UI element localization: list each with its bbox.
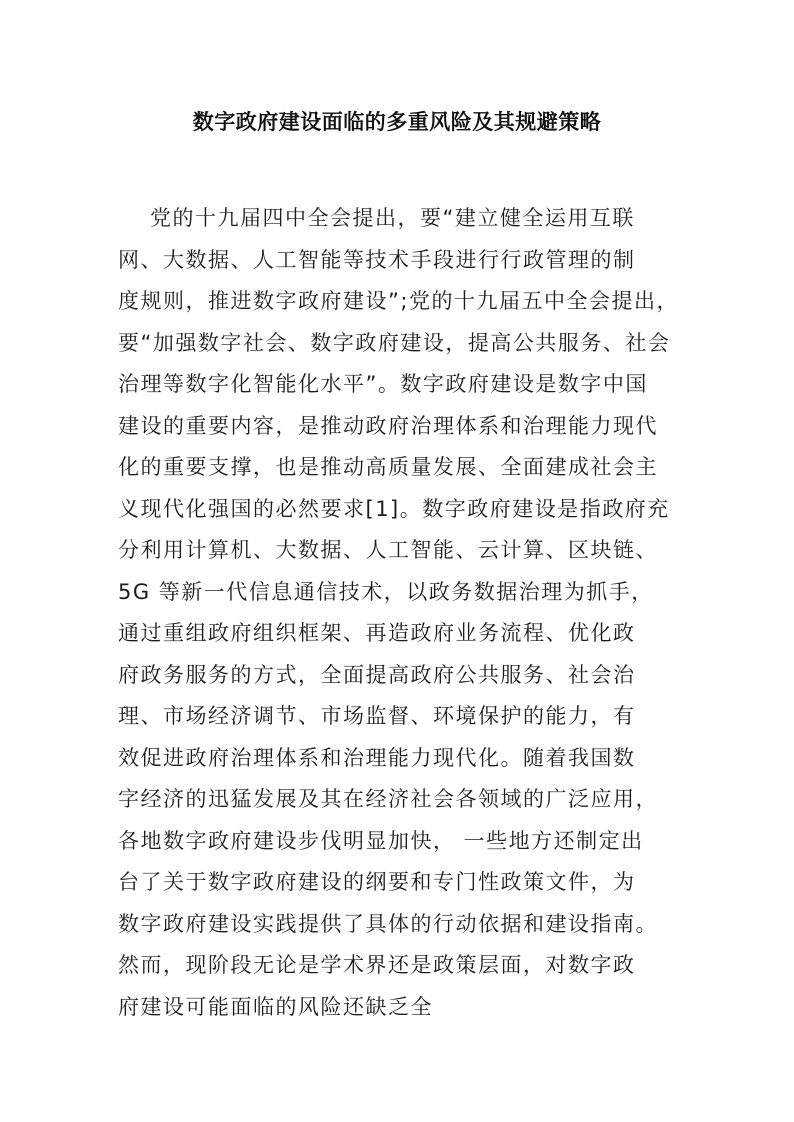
- document-body: [118, 198, 698, 1028]
- body-line: 各地数字政府建设步伐明显加快， 一些地方还制定出: [118, 828, 644, 853]
- body-line: 效促进政府治理体系和治理能力现代化。随着我国数: [118, 745, 636, 770]
- body-line: 治理等数字化智能化水平”。数字政府建设是数字中国: [118, 372, 648, 396]
- body-line: 数字政府建设实践提供了具体的行动依据和建设指南。: [118, 911, 658, 936]
- body-line: 通过重组政府组织框架、再造政府业务流程、优化政: [118, 621, 636, 645]
- body-line: 建设的重要内容，是推动政府治理体系和治理能力现代: [118, 413, 658, 438]
- body-line: 府建设可能面临的风险还缺乏全: [118, 994, 433, 1019]
- body-line: 台了关于数字政府建设的纲要和专门性政策文件，为: [118, 870, 636, 894]
- body-line: 理、市场经济调节、市场监督、环境保护的能力，有: [118, 704, 636, 728]
- body-line: 府政务服务的方式，全面提高政府公共服务、社会治: [118, 662, 636, 687]
- body-line: 然而，现阶段无论是学术界还是政策层面，对数字政: [118, 953, 636, 977]
- body-line: 义现代化强国的必然要求[1]。数字政府建设是指政府充: [118, 496, 670, 521]
- body-line: 度规则，推进数字政府建设”;党的十九届五中全会提出，: [118, 289, 679, 313]
- body-line: 字经济的迅猛发展及其在经济社会各领域的广泛应用，: [118, 787, 658, 811]
- body-line: 要“加强数字社会、数字政府建设，提高公共服务、社会: [118, 330, 671, 355]
- body-line: 分利用计算机、大数据、人工智能、云计算、区块链、: [118, 538, 658, 562]
- body-line: 网、大数据、人工智能等技术手段进行行政管理的制: [118, 247, 636, 272]
- body-line: 党的十九届四中全会提出，要“建立健全运用互联: [150, 206, 635, 230]
- body-line: 化的重要支撑，也是推动高质量发展、全面建成社会主: [118, 455, 658, 479]
- document-title: 数字政府建设面临的多重风险及其规避策略: [192, 110, 602, 134]
- body-line: 5G 等新一代信息通信技术，以政务数据治理为抓手，: [118, 579, 654, 604]
